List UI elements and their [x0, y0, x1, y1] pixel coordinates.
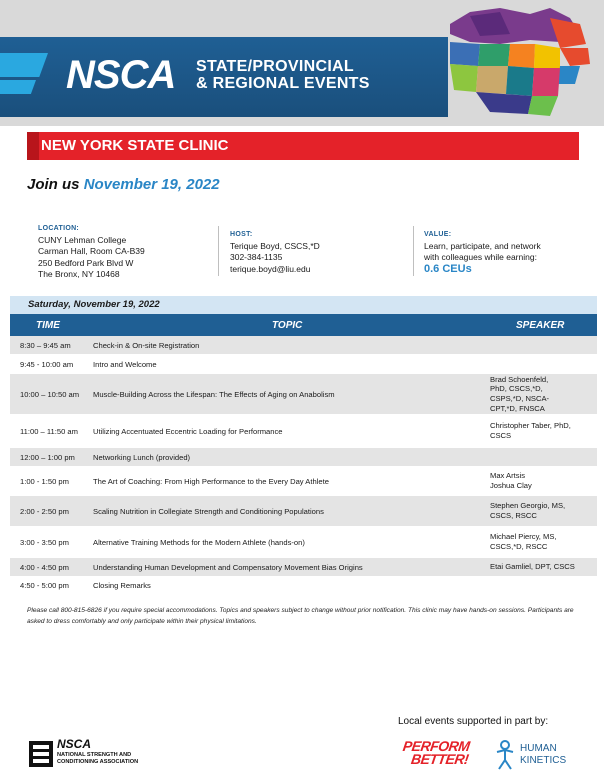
nsca-footer-logo — [27, 733, 167, 773]
location-line: The Bronx, NY 10468 — [38, 269, 120, 279]
nsca-logo: NSCA — [66, 53, 176, 97]
row-speaker: Christopher Taber, PhD, CSCS — [486, 414, 597, 448]
value-block — [424, 229, 541, 275]
row-topic: Scaling Nutrition in Collegiate Strength and Conditioning Populations — [90, 496, 486, 526]
row-time: 1:00 - 1:50 pm — [10, 466, 90, 496]
schedule-header — [10, 314, 597, 336]
table-row — [10, 576, 597, 594]
host-line: 302-384-1135 — [230, 252, 283, 262]
schedule-day-bar — [10, 296, 597, 314]
host-block — [230, 229, 320, 275]
nsca-emblem-icon — [27, 737, 55, 771]
nsca-footer-wordmark: NSCA — [57, 737, 92, 751]
header-topic: TOPIC — [272, 320, 303, 331]
row-topic: Check-in & On-site Registration — [90, 336, 486, 354]
table-row — [10, 354, 597, 374]
row-time: 3:00 - 3:50 pm — [10, 526, 90, 558]
banner-title: STATE/PROVINCIAL & REGIONAL EVENTS — [196, 58, 370, 92]
row-time: 12:00 – 1:00 pm — [10, 448, 90, 466]
table-row — [10, 496, 597, 526]
table-row — [10, 558, 597, 576]
row-topic: Intro and Welcome — [90, 354, 486, 374]
table-row — [10, 336, 597, 354]
divider — [218, 226, 219, 276]
join-line — [27, 176, 220, 193]
row-speaker: Brad Schoenfeld, PhD, CSCS,*D, CSPS,*D, NSCA-CPT,*D, FNSCA — [486, 374, 597, 414]
human-kinetics-logo: HUMAN KINETICS — [494, 738, 584, 772]
host-email[interactable]: terique.boyd@liu.edu — [230, 263, 311, 274]
event-name-bar — [27, 132, 579, 160]
nsca-full-name: NATIONAL STRENGTH AND CONDITIONING ASSOCIATION — [57, 752, 139, 765]
row-speaker: Etai Gamliel, DPT, CSCS — [486, 558, 597, 576]
event-name: NEW YORK STATE CLINIC — [41, 137, 229, 154]
table-row — [10, 448, 597, 466]
location-label: LOCATION: — [38, 225, 80, 232]
header-speaker: SPEAKER — [516, 320, 565, 331]
row-time: 4:50 - 5:00 pm — [10, 576, 90, 594]
value-line: Learn, participate, and network — [424, 240, 541, 251]
row-speaker — [486, 336, 597, 354]
join-prefix: Join us — [27, 176, 80, 193]
support-text: Local events supported in part by: — [398, 716, 549, 727]
row-topic: Closing Remarks — [90, 576, 486, 594]
row-topic: Muscle-Building Across the Lifespan: The Effects of Aging on Anabolism — [90, 374, 486, 414]
row-speaker — [486, 448, 597, 466]
value-line: with colleagues while earning: — [424, 252, 537, 262]
row-time: 11:00 – 11:50 am — [10, 414, 90, 448]
location-block — [38, 223, 145, 281]
table-row — [10, 414, 597, 448]
row-topic: Understanding Human Development and Compensatory Movement Bias Origins — [90, 558, 486, 576]
row-topic: Alternative Training Methods for the Modern Athlete (hands-on) — [90, 526, 486, 558]
row-speaker: Max Artsis Joshua Clay — [486, 466, 597, 496]
value-label: VALUE: — [424, 231, 452, 238]
row-topic: The Art of Coaching: From High Performance to the Every Day Athlete — [90, 466, 486, 496]
row-time: 10:00 – 10:50 am — [10, 374, 90, 414]
row-time: 2:00 - 2:50 pm — [10, 496, 90, 526]
row-topic: Networking Lunch (provided) — [90, 448, 486, 466]
row-speaker: Michael Piercy, MS, CSCS,*D, RSCC — [486, 526, 597, 558]
row-time: 4:00 - 4:50 pm — [10, 558, 90, 576]
row-speaker: Stephen Georgio, MS, CSCS, RSCC — [486, 496, 597, 526]
schedule-table — [10, 336, 597, 594]
host-line: Terique Boyd, CSCS,*D — [230, 240, 320, 251]
table-row — [10, 526, 597, 558]
event-date: November 19, 2022 — [83, 176, 220, 193]
row-time: 8:30 – 9:45 am — [10, 336, 90, 354]
location-line: 250 Bedford Park Blvd W — [38, 257, 134, 268]
divider — [413, 226, 414, 276]
banner-accent-stripe — [0, 80, 36, 94]
row-topic: Utilizing Accentuated Eccentric Loading for Performance — [90, 414, 486, 448]
row-speaker — [486, 576, 597, 594]
header-time: TIME — [36, 320, 60, 331]
event-bar-accent — [27, 132, 39, 160]
table-row — [10, 466, 597, 496]
host-label: HOST: — [230, 231, 253, 238]
human-kinetics-icon — [494, 740, 516, 770]
row-time: 9:45 - 10:00 am — [10, 354, 90, 374]
location-line: CUNY Lehman College — [38, 234, 127, 245]
location-line: Carman Hall, Room CA-B39 — [38, 246, 145, 256]
perform-better-logo: PERFORM BETTER! — [401, 738, 471, 767]
row-speaker — [486, 354, 597, 374]
schedule-day: Saturday, November 19, 2022 — [28, 299, 160, 310]
table-row — [10, 374, 597, 414]
ceu-value: 0.6 CEUs — [424, 262, 472, 275]
footnote: Please call 800-815-6826 if you require special accommodations. Topics and speakers subject to change without prior notification. This clinic may have hands-on sessions. Participants are asked to dress comfortably and only participate within their physical limitations. — [27, 607, 574, 625]
north-america-map-icon — [410, 4, 600, 128]
